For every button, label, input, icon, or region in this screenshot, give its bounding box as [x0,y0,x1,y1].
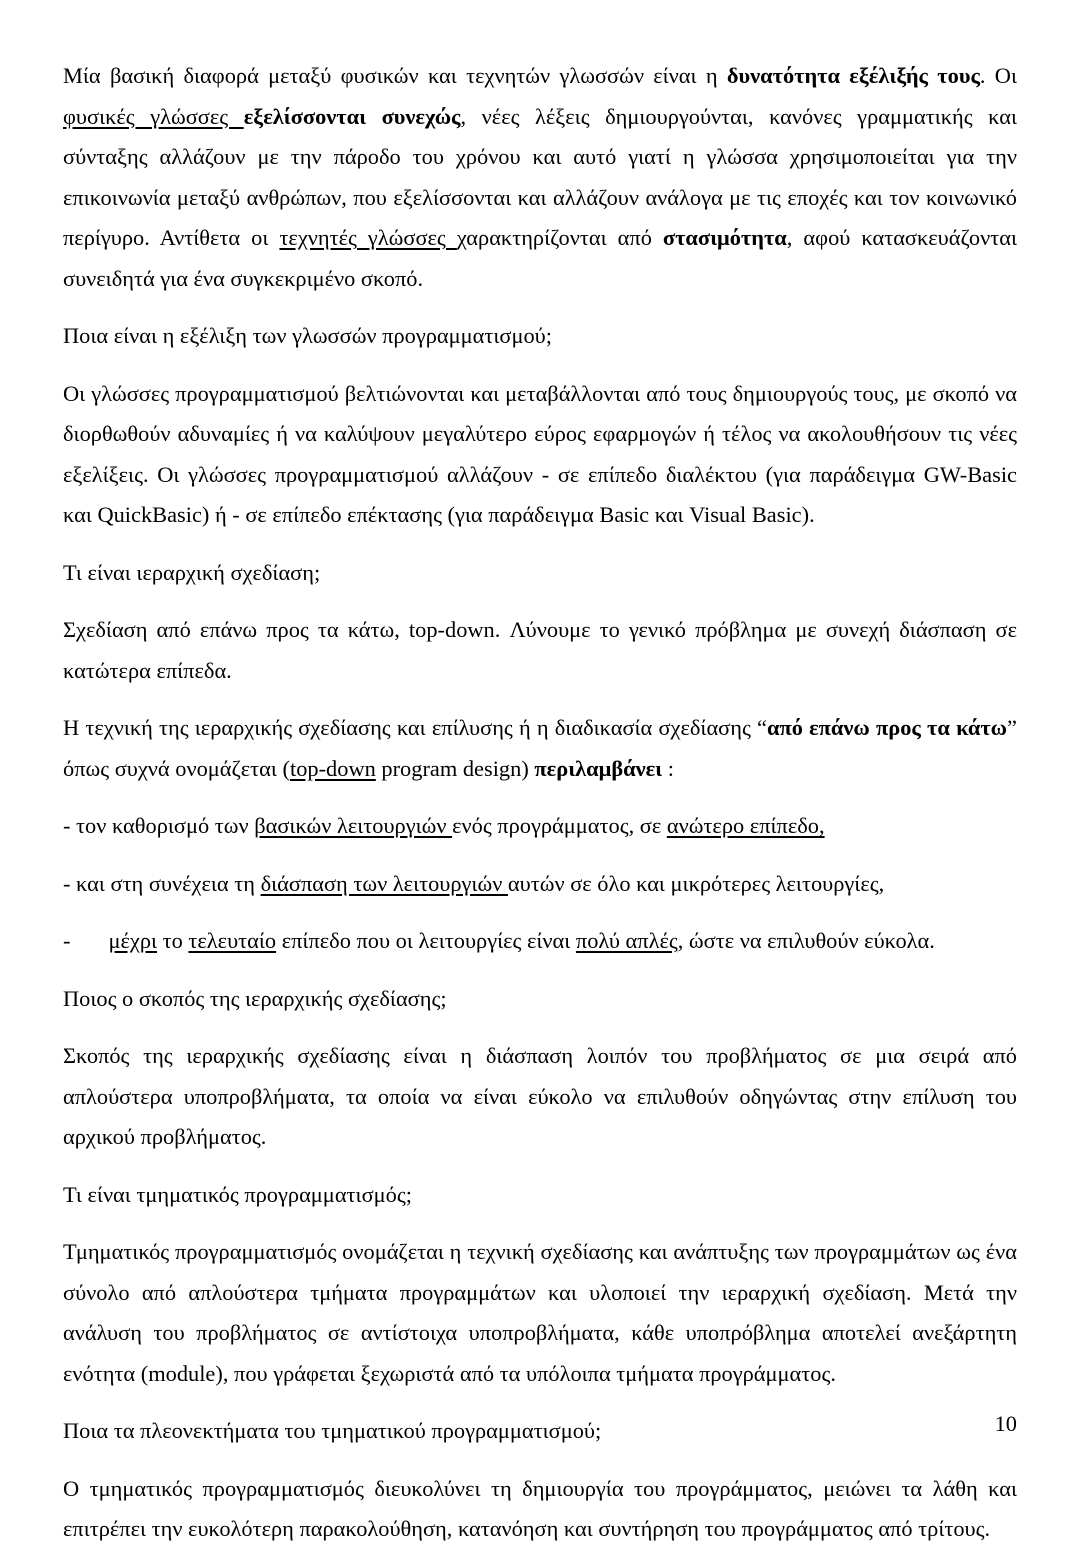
text-run: Η τεχνική της ιεραρχικής σχεδίασης και επίλυσης ή η διαδικασία σχεδίασης “ [63,715,767,740]
text-run: - [63,928,71,953]
text-run: . Οι [979,63,1017,88]
text-run: , νέες λέξεις δημιουργούνται, κανόνες γραμματικής και σύνταξης αλλάζουν με την πάροδο του χρόνου και αυτό γιατί η γλώσσα χρησιμοποιείται για την επικοινωνία μεταξύ ανθρώπων, που εξελίσσονται και αλλάζουν ανάλογα με τις εποχές και τον κοινωνικό περίγυρο. Αντίθετα οι [63,103,1018,250]
underlined-text-run: τελευταίο [188,928,277,953]
text-run: Σχεδίαση από επάνω προς τα κάτω, top-down. Λύνουμε το γενικό πρόβλημα με συνεχή διάσπαση σε κατώτερα επίπεδα. [63,617,1017,683]
text-run: χαρακτηρίζονται από [456,225,663,250]
text-run: Οι γλώσσες προγραμματισμού βελτιώνονται και μεταβάλλονται από τους δημιουργούς τους, με σκοπό να διορθωθούν αδυναμίες ή να καλύψουν μεγαλύτερο εύρος εφαρμογών ή τέλος να ακολουθήσουν τις νέες εξελίξεις. Οι γλώσσες προγραμματισμού αλλάζουν - σε επίπεδο διαλέκτου (για παράδειγμα GW-Basic και QuickBasic) ή - σε επίπεδο επέκτασης (για παράδειγμα Basic και Visual Basic). [63,380,1017,527]
text-run: αυτών σε όλο και μικρότερες λειτουργίες, [507,870,885,896]
text-run: επίπεδο που οι λειτουργίες είναι [276,928,576,953]
body-paragraph [63,374,1017,536]
list-item [63,921,1017,962]
bold-text-run: εξελίσσονται συνεχώς [243,103,461,129]
text-run: Μία βασική διαφορά μεταξύ φυσικών και τεχνητών γλωσσών είναι η [63,63,727,88]
text-run: - τον καθορισμό των [63,813,255,838]
text-run: Ποιος ο σκοπός της ιεραρχικής σχεδίασης; [63,985,447,1011]
bold-text-run: στασιμότητα [662,225,787,250]
question-paragraph [63,979,1017,1020]
body-paragraph [63,610,1017,691]
text-run: , ώστε να επιλυθούν εύκολα. [677,928,935,953]
bold-text-run: δυνατότητα εξέλιξής τους [726,63,980,88]
underlined-text-run: διάσπαση των λειτουργιών [260,870,508,896]
text-run: το [157,928,189,953]
text-run: - και στη συνέχεια τη [63,870,261,896]
underlined-text-run: φυσικές γλώσσες [63,103,244,129]
text-run: ” όπως συχνά ονομάζεται ( [63,715,1017,781]
text-run: ενός προγράμματος, σε [452,813,667,838]
body-paragraph [63,1036,1017,1158]
list-item [63,806,1017,847]
text-run: Σκοπός της ιεραρχικής σχεδίασης είναι η διάσπαση λοιπόν του προβλήματος σε μια σειρά από απλούστερα υποπροβλήματα, τα οποία να είναι εύκολο να επιλυθούν οδηγώντας στην επίλυση του αρχικού προβλήματος. [63,1043,1017,1149]
text-run: program design) [375,755,535,781]
question-paragraph [63,1175,1017,1216]
question-paragraph [63,553,1017,594]
body-paragraph [63,708,1017,789]
underlined-text-run: ανώτερο επίπεδο, [666,813,825,838]
list-item [63,864,1017,905]
text-run: Τι είναι ιεραρχική σχεδίαση; [63,559,321,585]
bold-text-run: από επάνω προς τα κάτω [766,715,1008,740]
page-number: 10 [994,1411,1017,1436]
underlined-text-run: μέχρι [108,928,158,953]
body-paragraph [63,56,1017,299]
bold-text-run: περιλαμβάνει [534,755,663,781]
question-paragraph [63,316,1017,357]
body-paragraph [63,1232,1017,1394]
underlined-text-run: βασικών λειτουργιών [254,813,453,838]
text-run: Τμηματικός προγραμματισμός ονομάζεται η τεχνική σχεδίασης και ανάπτυξης των προγραμμάτων ως ένα σύνολο από απλούστερα τμήματα προγραμμάτων και υλοποιεί την ιεραρχική σχεδίαση. Μετά την ανάλυση του προβλήματος σε αντίστοιχα υποπροβλήματα, κάθε υποπρόβλημα αποτελεί ανεξάρτητη ενότητα (module), που γράφεται ξεχωριστά από τα υπόλοιπα τμήματα προγράμματος. [63,1239,1017,1386]
question-paragraph [63,1411,1017,1452]
underlined-text-run: top-down [289,755,376,781]
text-run: , αφού κατασκευάζονται συνειδητά για ένα συγκεκριμένο σκοπό. [63,225,1018,291]
text-run: Ποια τα πλεονεκτήματα του τμηματικού προγραμματισμού; [63,1418,602,1443]
text-run: Ποια είναι η εξέλιξη των γλωσσών προγραμματισμού; [63,323,552,348]
text-run: Ο τμηματικός προγραμματισμός διευκολύνει τη δημιουργία του προγράμματος, μειώνει τα λάθη και επιτρέπει την ευκολότερη παρακολούθηση, κατανόηση και συντήρηση του προγράμματος από τρίτους. [63,1475,1017,1541]
body-paragraph [63,1469,1017,1550]
text-run: Τι είναι τμηματικός προγραμματισμός; [63,1181,412,1207]
underlined-text-run: πολύ απλές [575,928,678,953]
underlined-text-run: τεχνητές γλώσσες [279,225,457,250]
text-run: : [662,755,674,781]
page-body-text [63,56,1017,1550]
